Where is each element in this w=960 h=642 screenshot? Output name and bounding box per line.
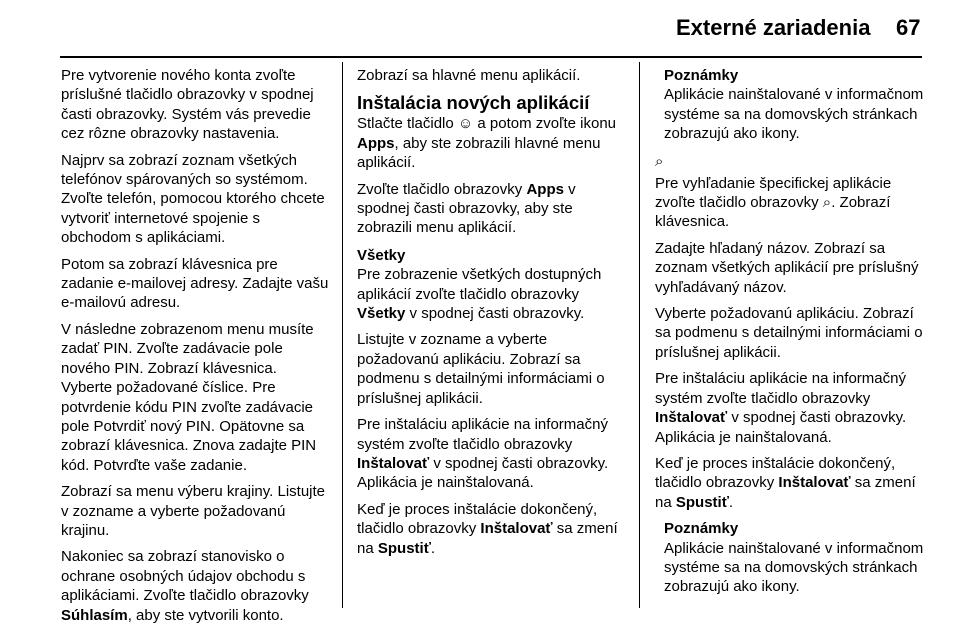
paragraph: Zobrazí sa hlavné menu aplikácií. [357, 67, 581, 84]
column-divider-1 [342, 62, 343, 608]
page-header-title: Externé zariadenia [676, 15, 871, 40]
paragraph: Keď je proces inštalácie dokončený, tlačidlo obrazovky Inštalovať sa zmení na Spustiť. [655, 454, 916, 511]
note-title: Poznámky [664, 520, 739, 538]
header-rule [60, 56, 922, 58]
paragraph: Pre inštaláciu aplikácie na informačný systém zvoľte tlačidlo obrazovky Inštalovať v spodnej časti obrazovky. Aplikácia je nainštalovaná. [357, 416, 609, 492]
apps-label: Apps [526, 180, 564, 198]
search-icon: ⌕ [655, 152, 664, 170]
column-2 [357, 66, 627, 565]
paragraph: Pre zobrazenie všetkých dostupných aplikácií zvoľte tlačidlo obrazovky Všetky v spodnej časti obrazovky. [357, 266, 602, 323]
launch-label: Spustiť [377, 539, 431, 557]
home-icon: ☺ [457, 115, 474, 133]
column-divider-2 [639, 62, 640, 608]
paragraph: Keď je proces inštalácie dokončený, tlačidlo obrazovky Inštalovať sa zmení na Spustiť. [357, 500, 618, 557]
paragraph: Zvoľte tlačidlo obrazovky Apps v spodnej časti obrazovky, aby ste zobrazili menu aplikácií. [357, 180, 576, 237]
note-text: Aplikácie nainštalované v informačnom systéme sa na domovských stránkach zobrazujú ako ikony. [664, 539, 924, 596]
paragraph: Zadajte hľadaný názov. Zobrazí sa zoznam všetkých aplikácií pre príslušný vyhľadávaný názov. [655, 239, 919, 296]
install-label: Inštalovať [357, 454, 430, 472]
paragraph: Pre inštaláciu aplikácie na informačný systém zvoľte tlačidlo obrazovky Inštalovať v spodnej časti obrazovky. Aplikácia je nainštalovaná. [655, 370, 907, 446]
install-label: Inštalovať [480, 520, 553, 538]
paragraph: Zobrazí sa menu výberu krajiny. Listujte v zozname a vyberte požadovanú krajinu. [61, 483, 326, 539]
note [655, 66, 927, 144]
search-icon: ⌕ [822, 194, 832, 212]
subsection-heading: Všetky [357, 246, 406, 264]
paragraph: Stlačte tlačidlo ☺ a potom zvoľte ikonu Apps, aby ste zobrazili hlavné menu aplikácií. [357, 115, 617, 172]
paragraph: Pre vyhľadanie špecifickej aplikácie zvoľte tlačidlo obrazovky ⌕. Zobrazí klávesnica. [655, 174, 892, 231]
section-heading: Inštalácia nových aplikácií [357, 92, 590, 114]
paragraph: Listujte v zozname a vyberte požadovanú aplikáciu. Zobrazí sa podmenu s detailnými informáciami o príslušnej aplikácii. [357, 331, 605, 407]
paragraph: Pre vytvorenie nového konta zvoľte príslušné tlačidlo obrazovky v spodnej časti obrazovky. Systém vás prevedie cez rôzne obrazovky nastavenia. [61, 67, 314, 143]
install-label: Inštalovať [778, 474, 851, 492]
paragraph: Nakoniec sa zobrazí stanovisko o ochrane osobných údajov obchodu s aplikáciami. Zvoľte tlačidlo obrazovky Súhlasím, aby ste vytvorili konto. [61, 548, 309, 624]
note-title: Poznámky [664, 67, 739, 84]
column-3 [655, 66, 927, 604]
agree-button-label: Súhlasím [61, 606, 128, 624]
note [655, 519, 927, 597]
column-1 [61, 66, 329, 632]
paragraph: V následne zobrazenom menu musíte zadať PIN. Zvoľte zadávacie pole nového PIN. Zobrazí klávesnica. Vyberte požadované číslice. Pre potvrdenie kódu PIN zvoľte zadávacie pole Potvrdiť nový PIN. Opätovne sa zobrazí klávesnica. Znova zadajte PIN kód. Potvrďte vaše zadanie. [61, 320, 317, 474]
page-number: 67 [896, 15, 921, 40]
launch-label: Spustiť [675, 493, 729, 511]
all-label: Všetky [357, 305, 406, 323]
paragraph: Potom sa zobrazí klávesnica pre zadanie e-mailovej adresy. Zadajte vašu e-mailovú adresu. [61, 255, 329, 312]
install-label: Inštalovať [655, 409, 728, 427]
apps-label: Apps [357, 134, 395, 152]
paragraph: Vyberte požadovanú aplikáciu. Zobrazí sa podmenu s detailnými informáciami o príslušnej aplikácii. [655, 305, 923, 361]
paragraph: Najprv sa zobrazí zoznam všetkých telefónov spárovaných so systémom. Zvoľte telefón, pomocou ktorého chcete vytvoriť internetové spojenie s obchodom s aplikáciami. [61, 151, 325, 247]
note-text: Aplikácie nainštalované v informačnom systéme sa na domovských stránkach zobrazujú ako ikony. [664, 86, 924, 143]
